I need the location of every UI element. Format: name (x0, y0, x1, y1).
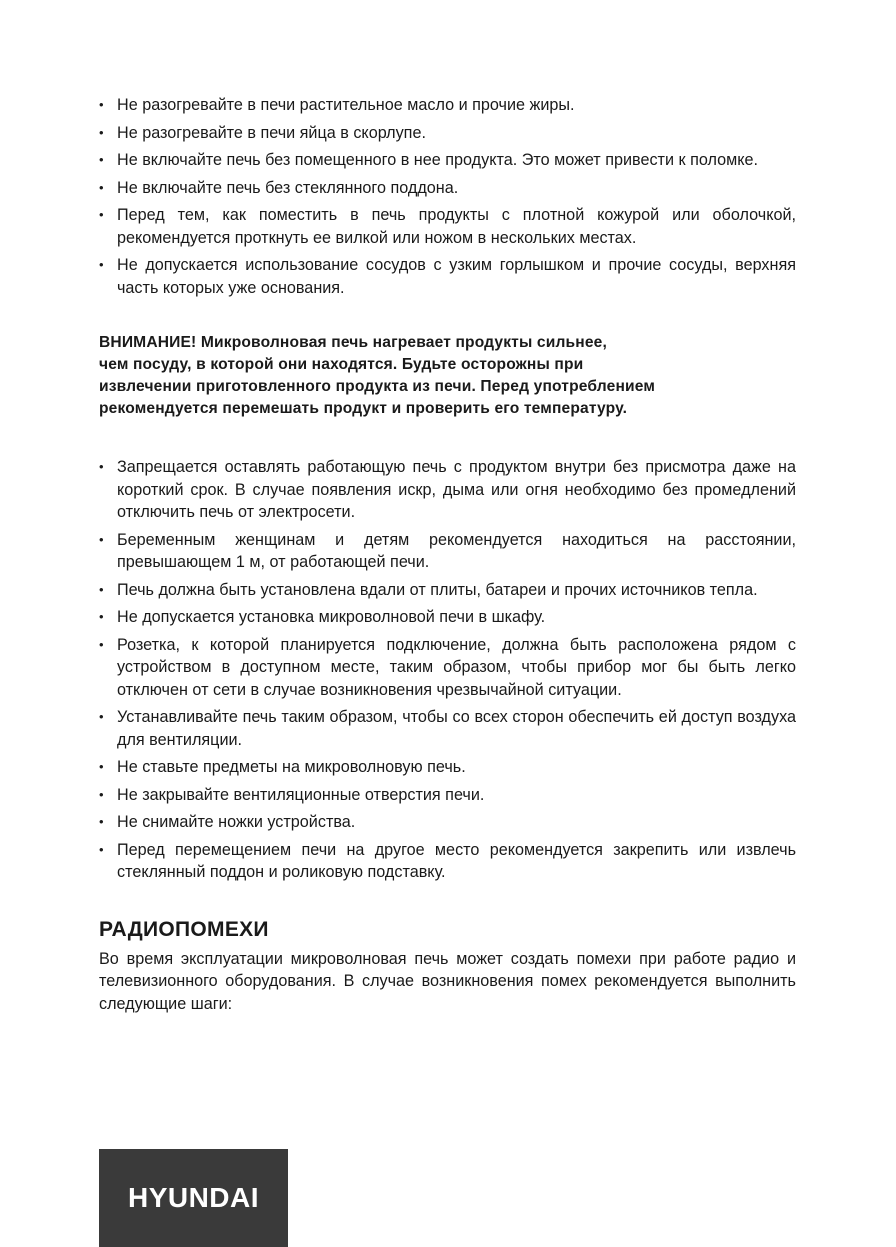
brand-logo-text: HYUNDAI (127, 1182, 260, 1213)
bullet-icon: • (99, 841, 104, 857)
list-item: • Печь должна быть установлена вдали от плиты, батареи и прочих источников тепла. (99, 579, 796, 602)
document-page (99, 92, 796, 1015)
list-item: • Не закрывайте вентиляционные отверстия печи. (99, 784, 796, 807)
list-item: • Не разогревайте в печи яйца в скорлупе. (99, 122, 796, 145)
bullet-icon: • (99, 709, 104, 724)
list-item: • Не допускается установка микроволновой печи в шкафу. (99, 606, 796, 629)
bullet-icon: • (99, 459, 104, 474)
bullet-icon: • (99, 179, 104, 195)
list-item: • Перед перемещением печи на другое место рекомендуется закрепить или извлечь стеклянный поддон и роликовую подставку. (99, 840, 796, 881)
bullet-icon: • (99, 581, 104, 597)
warning-line: чем посуду, в которой они находятся. Будьте осторожны при (99, 356, 584, 373)
warning-line: извлечении приготовленного продукта из печи. Перед употреблением (99, 378, 656, 395)
bullet-icon: • (99, 814, 104, 829)
bullet-icon: • (99, 636, 104, 652)
list-item: • Устанавливайте печь таким образом, чтобы со всех сторон обеспечить ей доступ воздуха для вентиляции. (99, 708, 796, 749)
list-item: • Запрещается оставлять работающую печь с продуктом внутри без присмотра даже на короткий срок. В случае появления искр, дыма или огня необходимо без промедлений отключить печь от электросети. (99, 458, 796, 521)
safety-list-1 (99, 94, 796, 299)
list-item: • Розетка, к которой планируется подключение, должна быть расположена рядом с устройством в доступном месте, таким образом, чтобы прибор мог бы быть легко отключен от сети в случае возникновения чрезвычайной ситуации. (99, 635, 796, 699)
warning-notice (99, 332, 799, 420)
bullet-icon: • (99, 786, 104, 802)
warning-line: ВНИМАНИЕ! Микроволновая печь нагревает продукты сильнее, (99, 334, 607, 351)
bullet-icon: • (99, 759, 104, 774)
list-item: • Не ставьте предметы на микроволновую печь. (99, 756, 796, 779)
safety-list-2 (99, 456, 796, 884)
bullet-icon: • (99, 124, 104, 140)
section-title: РАДИОПОМЕХИ (99, 917, 269, 941)
bullet-icon: • (99, 207, 104, 222)
brand-logo (99, 1149, 288, 1247)
list-item: • Не снимайте ножки устройства. (99, 811, 796, 834)
list-item: • Беременным женщинам и детям рекомендуется находиться на расстоянии, превышающем 1 м, от работающей печи. (99, 530, 796, 571)
bullet-icon: • (99, 609, 104, 624)
list-item: • Перед тем, как поместить в печь продукты с плотной кожурой или оболочкой, рекомендуется проткнуть ее вилкой или ножом в нескольких местах. (99, 206, 796, 247)
section-text: Во время эксплуатации микроволновая печь может создать помехи при работе радио и телевизионного оборудования. В случае возникновения помех рекомендуется выполнить следующие шаги: (99, 949, 796, 1013)
bullet-icon: • (99, 257, 104, 272)
list-item: • Не включайте печь без стеклянного поддона. (99, 177, 796, 200)
bullet-icon: • (99, 97, 104, 112)
bullet-icon: • (99, 152, 104, 167)
bullet-icon: • (99, 531, 104, 547)
list-item: • Не разогревайте в печи растительное масло и прочие жиры. (99, 94, 796, 117)
list-item: • Не допускается использование сосудов с узким горлышком и прочие сосуды, верхняя часть которых уже основания. (99, 256, 796, 297)
warning-line: рекомендуется перемешать продукт и проверить его температуру. (99, 400, 628, 417)
list-item: • Не включайте печь без помещенного в нее продукта. Это может привести к поломке. (99, 149, 796, 172)
